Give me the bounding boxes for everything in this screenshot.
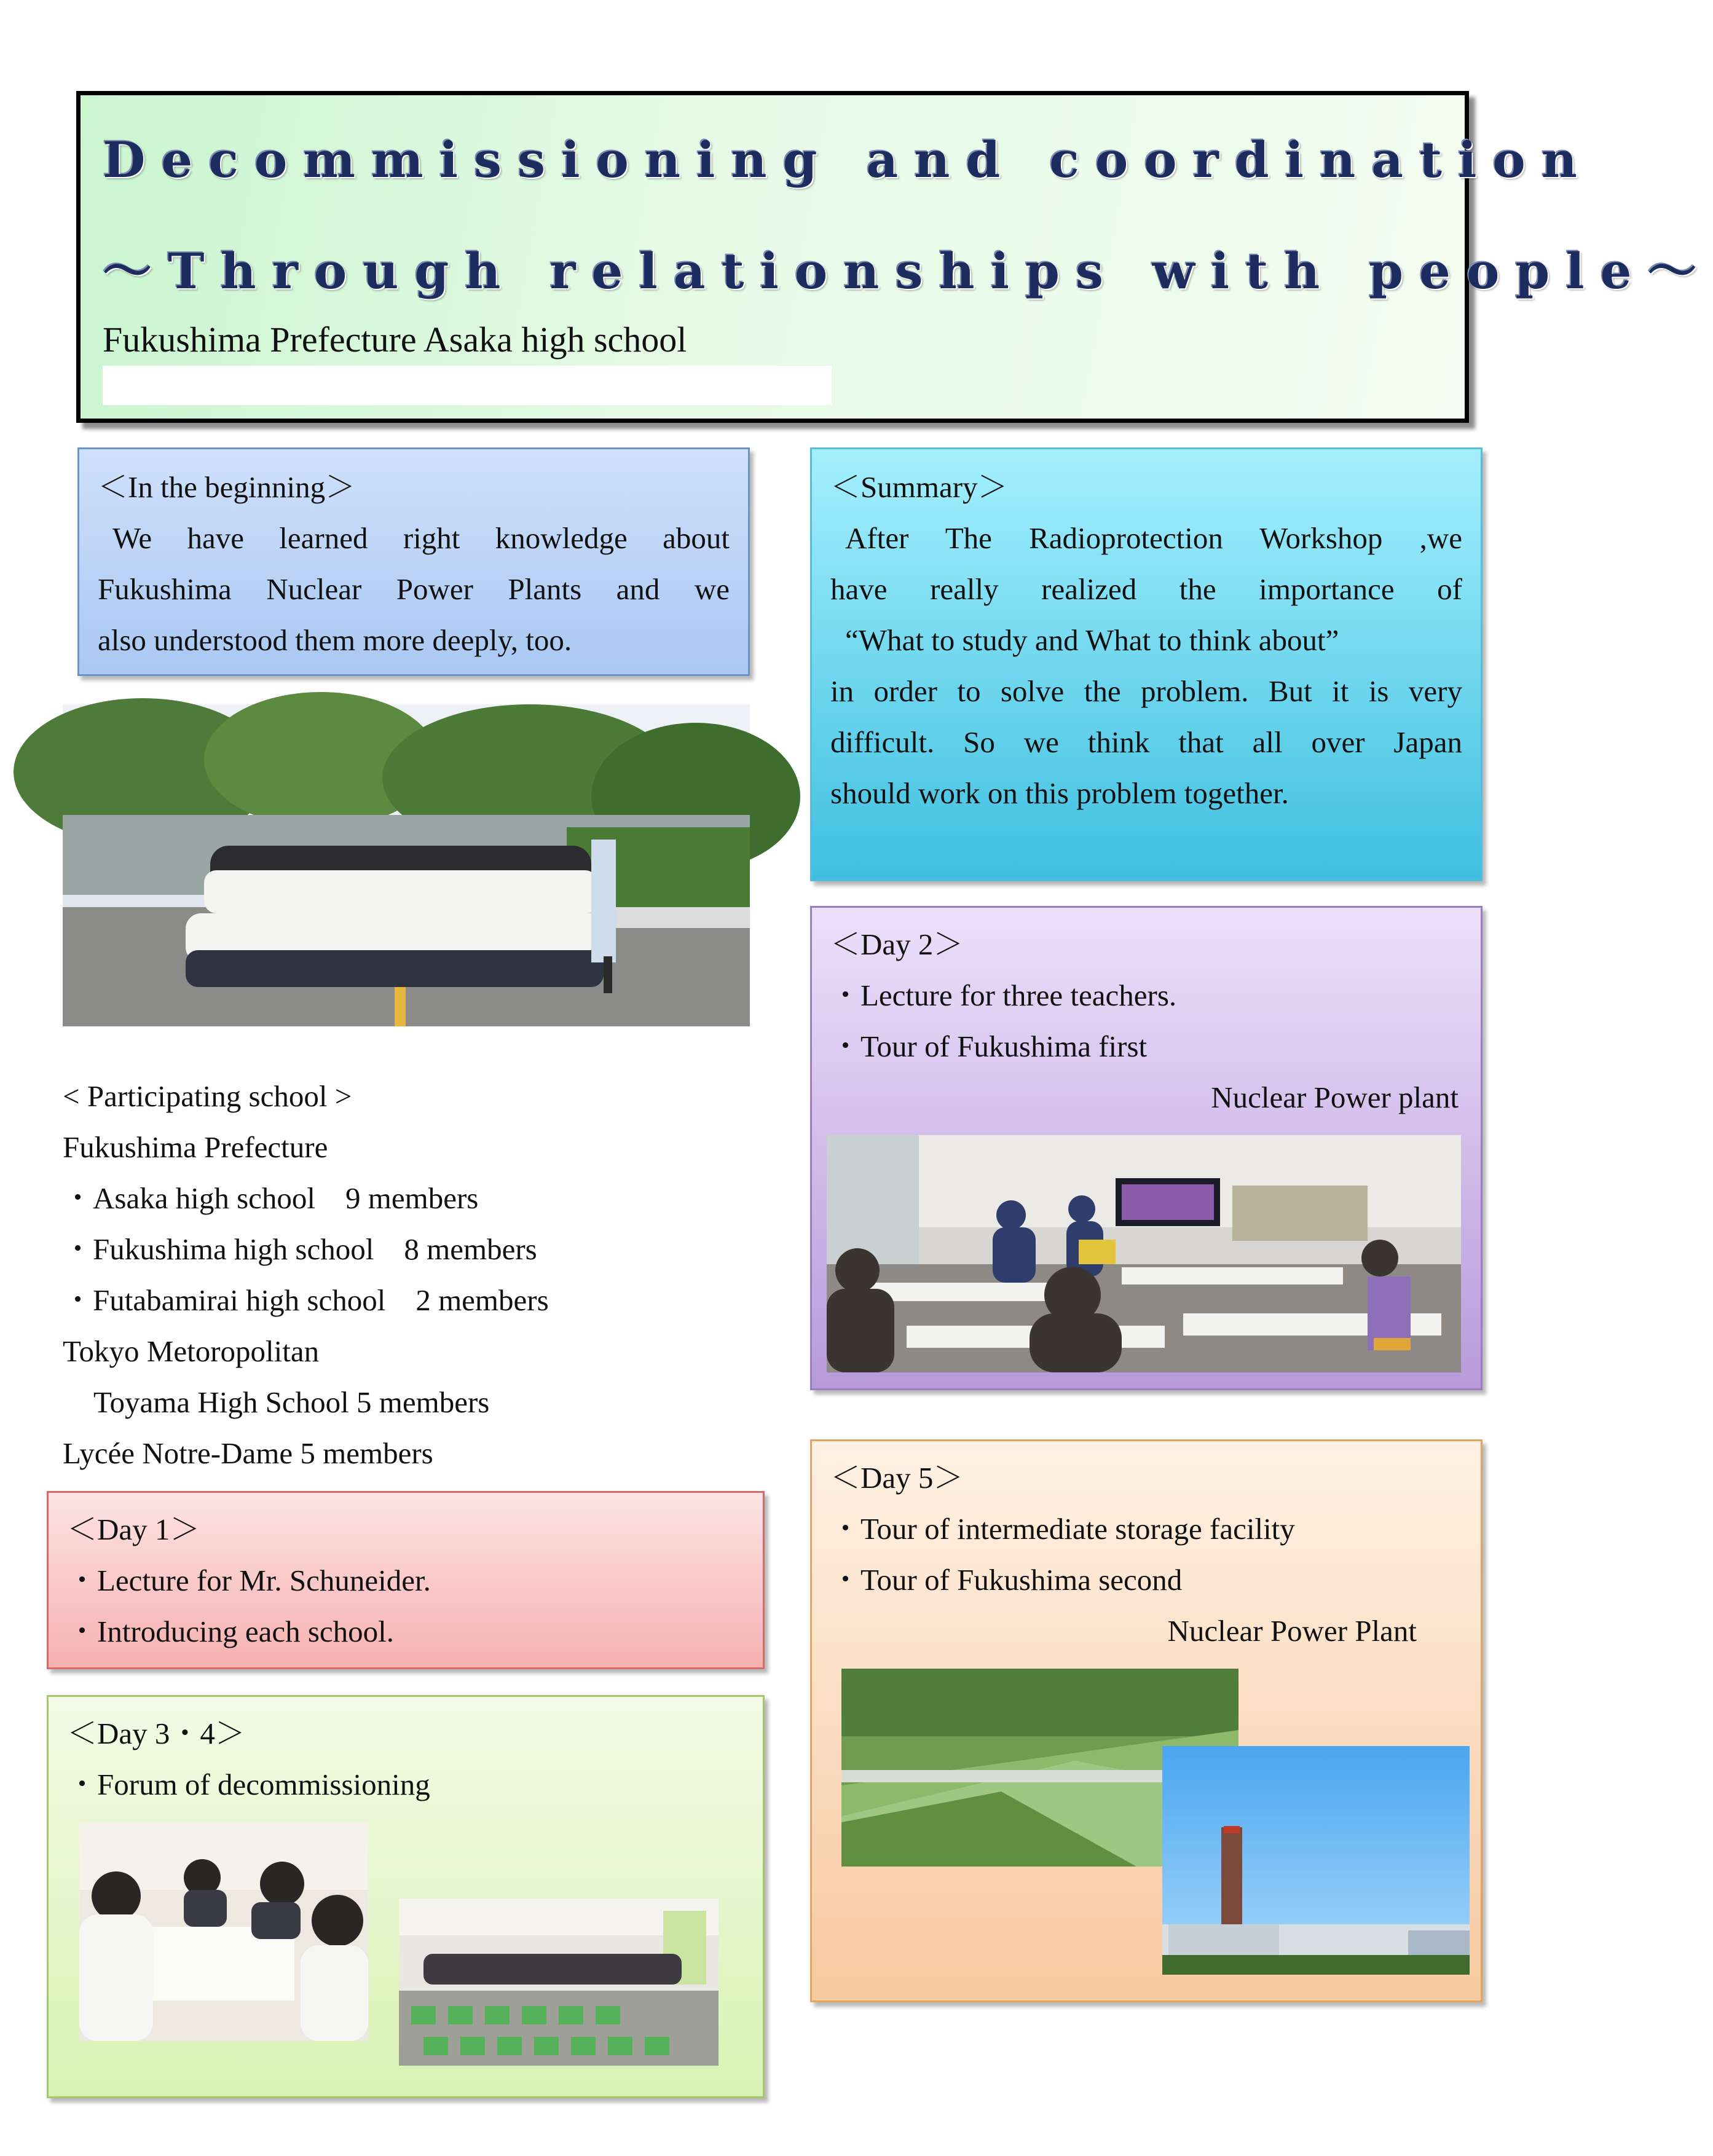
participants-prefecture-fukushima: Fukushima Prefecture: [63, 1130, 328, 1164]
day34-box: [47, 1695, 765, 2098]
participant-item: Lycée Notre-Dame 5 members: [63, 1436, 433, 1470]
day1-heading: ＜Day 1＞: [67, 1513, 200, 1546]
lecture-room-photo: [827, 1135, 1461, 1372]
beginning-line: also understood them more deeply, too.: [98, 623, 572, 657]
forum-discussion-photo: [79, 1822, 368, 2041]
beginning-line: Fukushima Nuclear Power Plants and we: [98, 572, 730, 606]
participants-prefecture-tokyo: Tokyo Metoropolitan: [63, 1334, 320, 1368]
title-main: Decommissioning and coordination: [103, 131, 1593, 189]
summary-heading: ＜Summary＞: [830, 470, 1008, 504]
summary-line: should work on this problem together.: [830, 776, 1289, 810]
day2-item: ・Lecture for three teachers.: [830, 978, 1177, 1012]
group-photo: [63, 704, 750, 1026]
day34-heading: ＜Day 3・4＞: [67, 1717, 245, 1750]
day1-item: ・Introducing each school.: [67, 1615, 395, 1648]
beginning-body: [98, 513, 730, 666]
title-blank-strip: [103, 366, 832, 405]
summary-line: in order to solve the problem. But it is very: [830, 674, 1462, 708]
summary-body: [830, 513, 1462, 819]
summary-line: After The Radioprotection Workshop ,we: [845, 521, 1462, 555]
participant-item: ・Asaka high school 9 members: [63, 1181, 479, 1215]
day2-box: [810, 906, 1483, 1390]
participant-item: ・Futabamirai high school 2 members: [63, 1283, 549, 1317]
beginning-heading: ＜In the beginning＞: [98, 470, 356, 504]
day5-box: [810, 1439, 1483, 2002]
forum-hall-photo: [399, 1898, 719, 2066]
day1-item: ・Lecture for Mr. Schuneider.: [67, 1564, 431, 1597]
summary-line: have really realized the importance of: [830, 572, 1462, 606]
day5-item: ・Tour of Fukushima second: [830, 1563, 1183, 1597]
participant-item: ・Fukushima high school 8 members: [63, 1232, 537, 1266]
day2-heading: ＜Day 2＞: [830, 927, 964, 961]
day5-heading: ＜Day 5＞: [830, 1461, 964, 1495]
participants-heading: < Participating school >: [63, 1079, 352, 1113]
title-box: [76, 91, 1713, 423]
beginning-line: We have learned right knowledge about: [112, 521, 730, 555]
summary-line: “What to study and What to think about”: [845, 623, 1339, 657]
day2-item-cont: Nuclear Power plant: [1211, 1080, 1459, 1114]
day2-item: ・Tour of Fukushima first: [830, 1029, 1148, 1063]
day34-item: ・Forum of decommissioning: [67, 1768, 430, 1801]
beginning-box: [77, 447, 750, 676]
day5-item: ・Tour of intermediate storage facility: [830, 1512, 1295, 1546]
second-plant-photo: [1162, 1746, 1470, 1975]
day5-item-cont: Nuclear Power Plant: [1167, 1614, 1417, 1648]
title-school: Fukushima Prefecture Asaka high school: [103, 320, 687, 360]
summary-box: [810, 447, 1483, 881]
title-subtitle: ～Through relationships with people～: [103, 242, 1713, 300]
day1-box: [47, 1491, 765, 1669]
summary-line: difficult. So we think that all over Japan: [830, 725, 1462, 759]
participant-item: Toyama High School 5 members: [93, 1385, 490, 1419]
